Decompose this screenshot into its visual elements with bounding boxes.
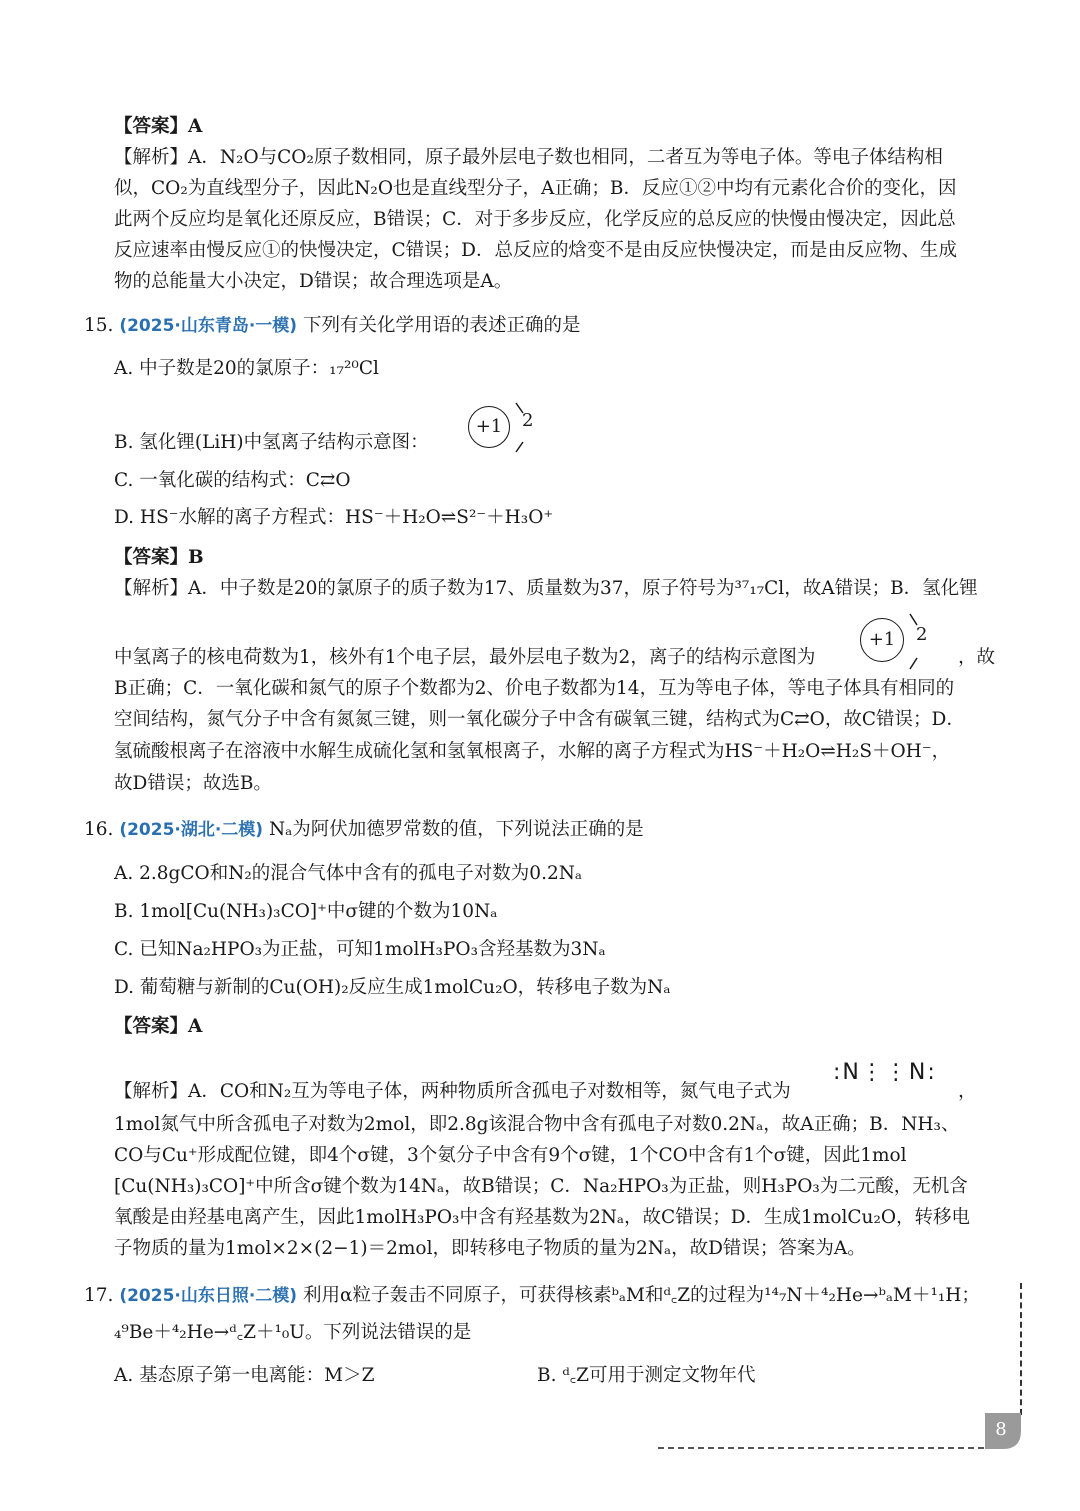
hydride-ion-diagram: [468, 400, 548, 455]
q16-option-b: B. 1mol[Cu(NH₃)₃CO]⁺中σ键的个数为10Nₐ: [114, 901, 498, 922]
q14-analysis-line: 似，CO₂为直线型分子，因此N₂O也是直线型分子，A正确；B．反应①②中均有元素化合价的变化，因: [114, 178, 957, 199]
q17-number: 17.: [84, 1285, 114, 1306]
q15-option-c: C. 一氧化碳的结构式：C⇄O: [114, 470, 351, 491]
q16-analysis-line: 子物质的量为1mol×2×(2−1)＝2mol，即转移电子物质的量为2Nₐ，故D错误；答案为A。: [114, 1238, 866, 1259]
shell-electron-count: 2: [522, 410, 534, 431]
q14-analysis-line: 物的总能量大小决定，D错误；故合理选项是A。: [114, 271, 513, 292]
q15-number: 15.: [84, 315, 114, 336]
q16-analysis-suffix: ，: [958, 1081, 977, 1102]
q16-answer: 【答案】A: [114, 1016, 203, 1037]
q17-source: (2025·山东日照·二模): [119, 1286, 298, 1306]
nucleus-circle: +1: [860, 618, 904, 662]
q15-analysis-line: 中氢离子的核电荷数为1，核外有1个电子层，最外层电子数为2，离子的结构示意图为: [114, 647, 816, 668]
q16-heading: [84, 815, 644, 845]
q16-analysis-line: 1mol氮气中所含孤电子对数为2mol，即2.8g该混合物中含有孤电子对数0.2Nₐ，故A正确；B．NH₃、: [114, 1114, 960, 1135]
q15-option-a: A. 中子数是20的氯原子：₁₇²⁰Cl: [114, 358, 379, 379]
q16-number: 16.: [84, 819, 114, 840]
q17-heading: [84, 1281, 980, 1311]
dashed-border-right: [1020, 1283, 1022, 1415]
q15-analysis-line: 氢硫酸根离子在溶液中水解生成硫化氢和氢氧根离子，水解的离子方程式为HS⁻＋H₂O⇌H₂S＋OH⁻，: [114, 741, 951, 762]
q14-answer: 【答案】A: [114, 116, 203, 137]
q16-analysis-line: 氧酸是由羟基电离产生，因此1molH₃PO₃中含有羟基数为2Nₐ，故C错误；D．生成1molCu₂O，转移电: [114, 1207, 971, 1228]
nucleus-circle: +1: [468, 406, 510, 448]
q14-analysis-line: 反应速率由慢反应①的快慢决定，C错误；D．总反应的焓变不是由反应快慢决定，而是由反应物、生成: [114, 240, 957, 261]
q16-analysis-line: 【解析】A．CO和N₂互为等电子体，两种物质所含孤电子对数相等，氮气电子式为: [114, 1081, 791, 1102]
q16-analysis-line: CO与Cu⁺形成配位键，即4个σ键，3个氨分子中含有9个σ键，1个CO中含有1个σ键，因此1mol: [114, 1145, 907, 1166]
q16-option-c: C. 已知Na₂HPO₃为正盐，可知1molH₃PO₃含羟基数为3Nₐ: [114, 939, 606, 960]
hydride-ion-diagram-analysis: [860, 612, 940, 672]
q15-analysis-line: 故D错误；故选B。: [114, 773, 272, 794]
q16-option-d: D. 葡萄糖与新制的Cu(OH)₂反应生成1molCu₂O，转移电子数为Nₐ: [114, 977, 671, 998]
q14-analysis-line: 【解析】A．N₂O与CO₂原子数相同，原子最外层电子数也相同，二者互为等电子体。等电子体结构相: [114, 147, 943, 168]
q15-answer: 【答案】B: [114, 547, 204, 568]
q15-option-d: D. HS⁻水解的离子方程式：HS⁻＋H₂O⇌S²⁻＋H₃O⁺: [114, 507, 554, 528]
q15-source: (2025·山东青岛·一模): [119, 316, 298, 336]
q15-analysis-line: 【解析】A．中子数是20的氯原子的质子数为17、质量数为37，原子符号为³⁷₁₇Cl，故A错误；B．氢化锂: [114, 578, 978, 599]
q16-source: (2025·湖北·二模): [119, 820, 264, 840]
q16-stem: Nₐ为阿伏加德罗常数的值，下列说法正确的是: [268, 819, 644, 840]
q15-option-b: B. 氢化锂(LiH)中氢离子结构示意图：: [114, 432, 429, 453]
q17-option-a: A. 基态原子第一电离能：M＞Z: [114, 1365, 375, 1386]
q17-option-b: B. ᵈ꜀Z可用于测定文物年代: [537, 1365, 756, 1386]
q16-option-a: A. 2.8gCO和N₂的混合气体中含有的孤电子对数为0.2Nₐ: [114, 863, 583, 884]
q17-stem-line1: 利用α粒子轰击不同原子，可获得核素ᵇₐM和ᵈ꜀Z的过程为¹⁴₇N＋⁴₂He→ᵇₐM＋¹₁H；: [302, 1285, 980, 1306]
q15-analysis-line: 空间结构，氮气分子中含有氮氮三键，则一氧化碳分子中含有碳氧三键，结构式为C⇄O，故C错误；D．: [114, 709, 965, 730]
q15-heading: [84, 311, 581, 341]
q15-analysis-suffix: ，故: [958, 647, 996, 668]
shell-electron-count: 2: [916, 624, 928, 645]
q15-analysis-line: B正确；C．一氧化碳和氮气的原子个数都为2、价电子数都为14，互为等电子体，等电子体具有相同的: [114, 678, 955, 699]
q15-stem: 下列有关化学用语的表述正确的是: [302, 315, 581, 336]
q16-analysis-line: [Cu(NH₃)₃CO]⁺中所含σ键个数为14Nₐ，故B错误；C．Na₂HPO₃为正盐，则H₃PO₃为二元酸，无机含: [114, 1176, 968, 1197]
n2-electron-formula: :N⋮⋮N:: [833, 1060, 937, 1085]
q17-stem-line2: ₄⁹Be＋⁴₂He→ᵈ꜀Z＋¹₀U。下列说法错误的是: [114, 1322, 472, 1343]
page-number: 8: [995, 1419, 1007, 1440]
q14-analysis-line: 此两个反应均是氧化还原反应，B错误；C．对于多步反应，化学反应的总反应的快慢由慢决定，因此总: [114, 209, 956, 230]
dashed-border-bottom: [658, 1447, 984, 1449]
